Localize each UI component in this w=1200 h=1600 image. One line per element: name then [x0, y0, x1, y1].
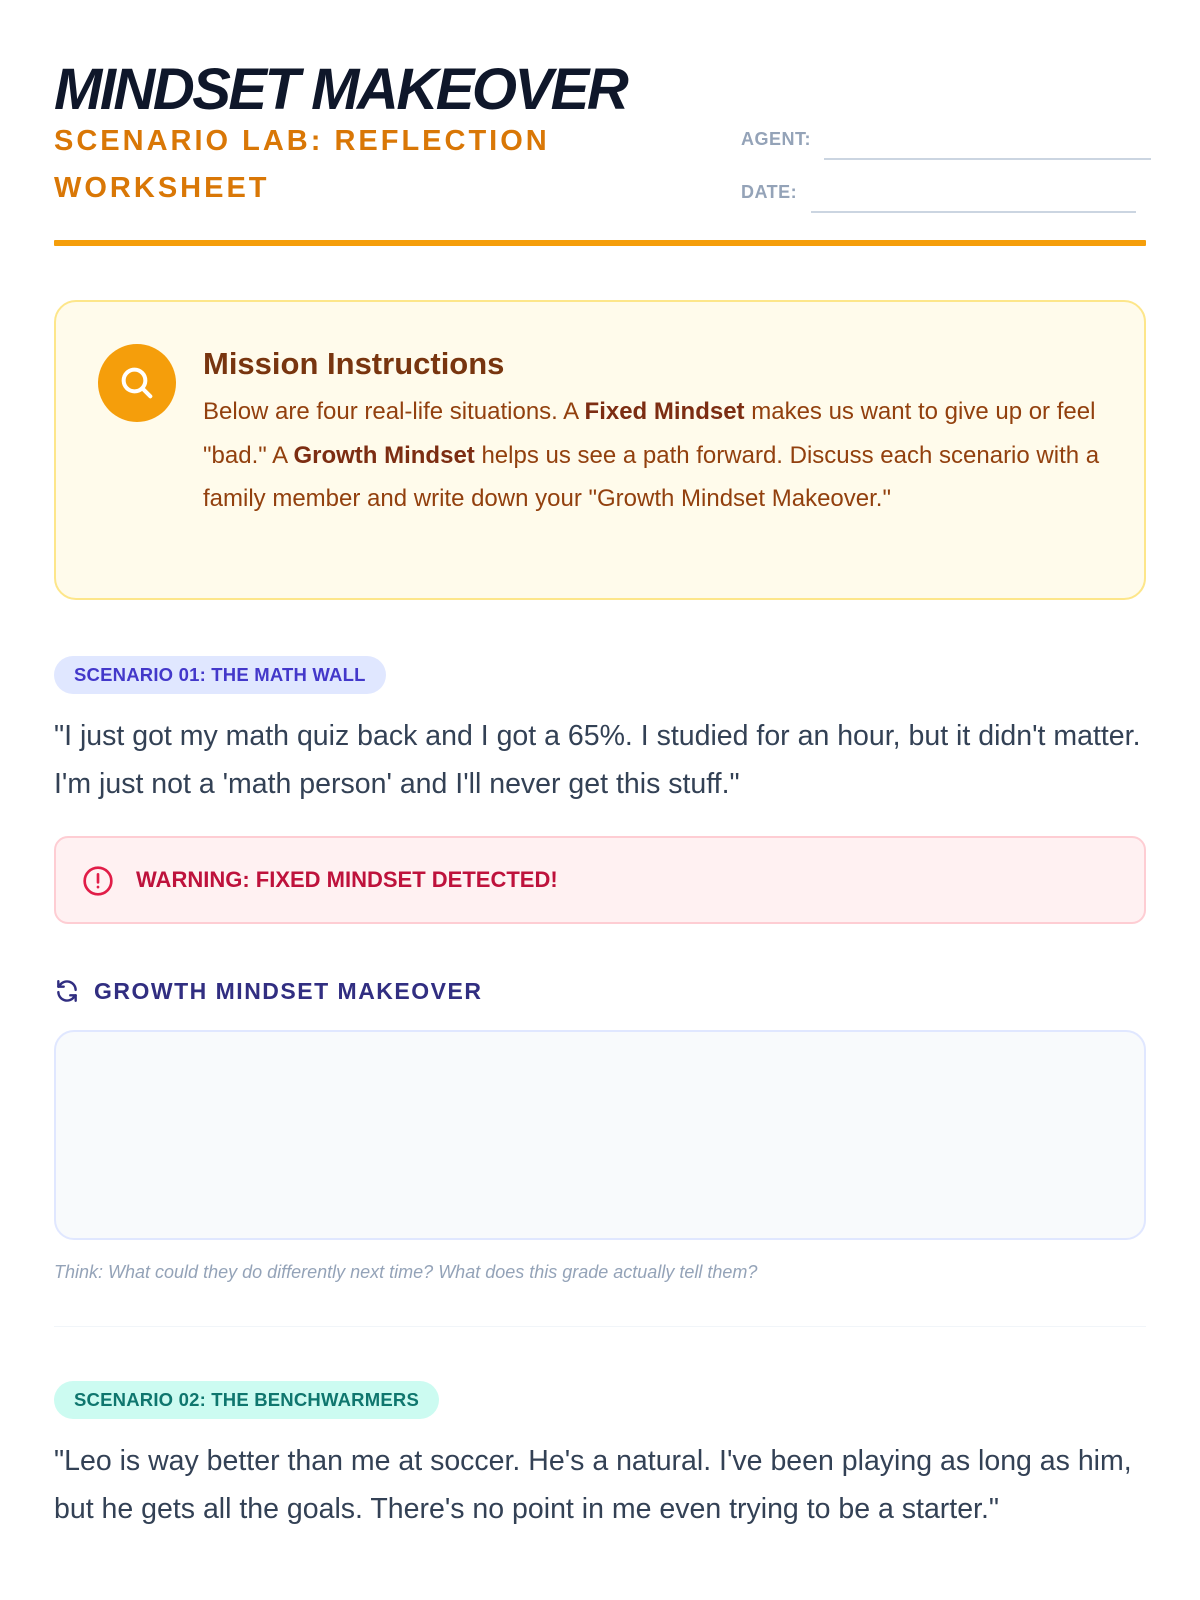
agent-field[interactable] [741, 120, 1151, 160]
hint-text: Think: What could they do differently next time? What does this grade actually tell them? [54, 1262, 758, 1282]
scenario-card [54, 1381, 1146, 1533]
scenario-quote: "I just got my math quiz back and I got a 65%. I studied for an hour, but it didn't matter. I'm just not a 'math person' and I'll never get this stuff." [54, 720, 1141, 800]
makeover-heading [54, 976, 1146, 1006]
growth-mindset-term: Growth Mindset [293, 441, 475, 469]
date-input-line[interactable] [811, 211, 1136, 213]
worksheet-header [54, 0, 1146, 250]
scenario-badge: SCENARIO 01: THE MATH WALL [54, 656, 386, 694]
fixed-mindset-term: Fixed Mindset [584, 398, 745, 425]
makeover-label: GROWTH MINDSET MAKEOVER [94, 978, 483, 1004]
makeover-answer-box[interactable] [54, 1030, 1146, 1240]
date-field[interactable] [741, 173, 1136, 213]
mission-text-part: helps us see a path forward. Discuss each scenario with a family member and write down your "Growth Mindset Makeover." [203, 441, 1100, 512]
scenario-quote: "Leo is way better than me at soccer. He's a natural. I've been playing as long as him, but he gets all the goals. There's no point in me even trying to be a starter." [54, 1445, 1132, 1525]
mission-text-part: Below are four real-life situations. A [203, 398, 585, 425]
section-divider [54, 1326, 1146, 1327]
refresh-icon [54, 978, 80, 1009]
fixed-mindset-warning [54, 836, 1146, 924]
alert-circle-icon [82, 865, 114, 902]
agent-label: AGENT: [741, 129, 811, 149]
header-divider [54, 240, 1146, 246]
scenario-card [54, 656, 1146, 1284]
mission-text [203, 390, 1104, 521]
date-label: DATE: [741, 182, 798, 202]
mission-title: Mission Instructions [203, 346, 505, 381]
page-subtitle: SCENARIO LAB: REFLECTION WORKSHEET [54, 125, 550, 204]
warning-text: WARNING: FIXED MINDSET DETECTED! [136, 867, 558, 892]
mission-card [54, 300, 1146, 600]
search-icon [98, 344, 176, 422]
agent-input-line[interactable] [824, 158, 1151, 160]
scenario-badge: SCENARIO 02: THE BENCHWARMERS [54, 1381, 439, 1419]
page-title: MINDSET MAKEOVER [54, 57, 627, 122]
mission-text-part: makes us want to give up or feel "bad." A [203, 398, 1096, 469]
